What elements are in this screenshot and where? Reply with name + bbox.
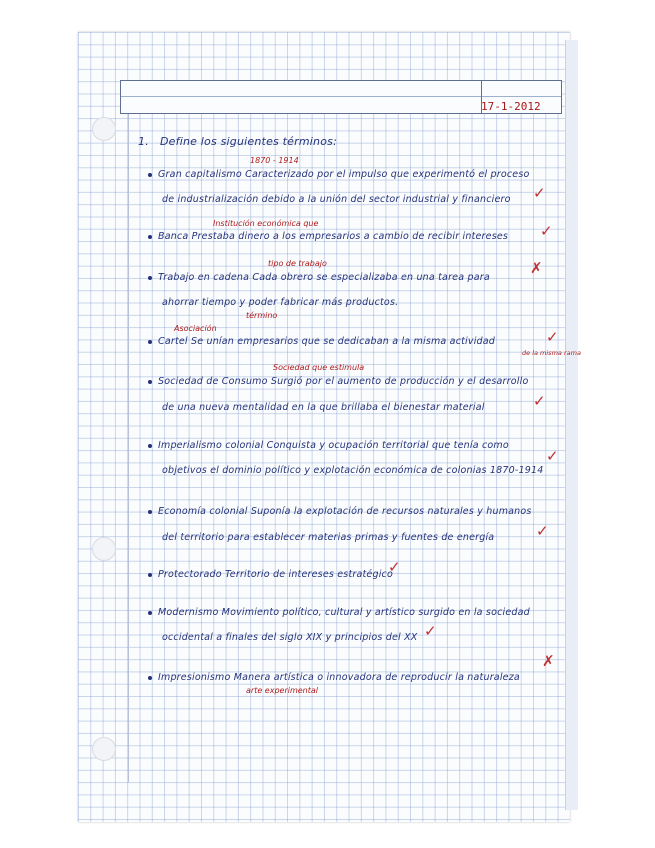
list-item-line: del territorio para establecer materias primas y fuentes de energía	[162, 532, 495, 543]
list-item-line: de una nueva mentalidad en la que brillaba el bienestar material	[162, 402, 485, 413]
annotation: de la misma rama	[522, 349, 581, 357]
punch-hole	[92, 537, 116, 561]
list-item-line: Sociedad de Consumo Surgió por el aumento de producción y el desarrollo	[148, 376, 528, 387]
list-item-line: Cartel Se unían empresarios que se dedicaban a la misma actividad	[148, 336, 495, 347]
check-mark: ✓	[546, 447, 559, 465]
list-item-line: de industrialización debido a la unión del sector industrial y financiero	[162, 194, 511, 205]
list-item-line: occidental a finales del siglo XIX y principios del XX	[162, 632, 418, 643]
question-number: 1.	[138, 135, 149, 148]
punch-hole	[92, 737, 116, 761]
annotation: Sociedad que estimula	[273, 363, 365, 372]
check-mark: ✓	[533, 392, 546, 410]
check-mark: ✓	[388, 558, 401, 576]
list-item-line: Trabajo en cadena Cada obrero se especializaba en una tarea para	[148, 272, 490, 283]
list-item-line: objetivos el dominio político y explotación económica de colonias 1870-1914	[162, 465, 544, 476]
question-text: Define los siguientes términos:	[160, 135, 337, 148]
list-item-line: ahorrar tiempo y poder fabricar más productos.	[162, 297, 399, 308]
annotation: Institución económica que	[213, 219, 319, 228]
list-item-line: Gran capitalismo Caracterizado por el impulso que experimentó el proceso	[148, 169, 530, 180]
check-mark: ✓	[546, 328, 559, 346]
annotation: arte experimental	[246, 686, 319, 695]
check-mark: ✓	[540, 222, 553, 240]
date: 17-1-2012	[481, 100, 541, 113]
margin-line	[128, 114, 129, 782]
check-mark: ✓	[533, 184, 546, 202]
list-item-line: Imperialismo colonial Conquista y ocupación territorial que tenía como	[148, 440, 509, 451]
annotation: 1870 - 1914	[250, 156, 299, 165]
annotation: Asociación	[174, 324, 217, 333]
list-item-line: Impresionismo Manera artística o innovadora de reproducir la naturaleza	[148, 672, 520, 683]
check-mark: ✓	[424, 622, 437, 640]
list-item-line: Modernismo Movimiento político, cultural y artístico surgido en la sociedad	[148, 607, 530, 618]
annotation: término	[246, 311, 278, 320]
punch-hole	[92, 117, 116, 141]
cross-mark: ✗	[530, 259, 543, 277]
list-item-line: Protectorado Territorio de intereses estratégico	[148, 569, 393, 580]
page-content	[78, 32, 581, 822]
cross-mark: ✗	[542, 652, 555, 670]
annotation: tipo de trabajo	[268, 259, 327, 268]
list-item-line: Banca Prestaba dinero a los empresarios a cambio de recibir intereses	[148, 231, 508, 242]
check-mark: ✓	[536, 522, 549, 540]
list-item-line: Economía colonial Suponía la explotación de recursos naturales y humanos	[148, 506, 532, 517]
